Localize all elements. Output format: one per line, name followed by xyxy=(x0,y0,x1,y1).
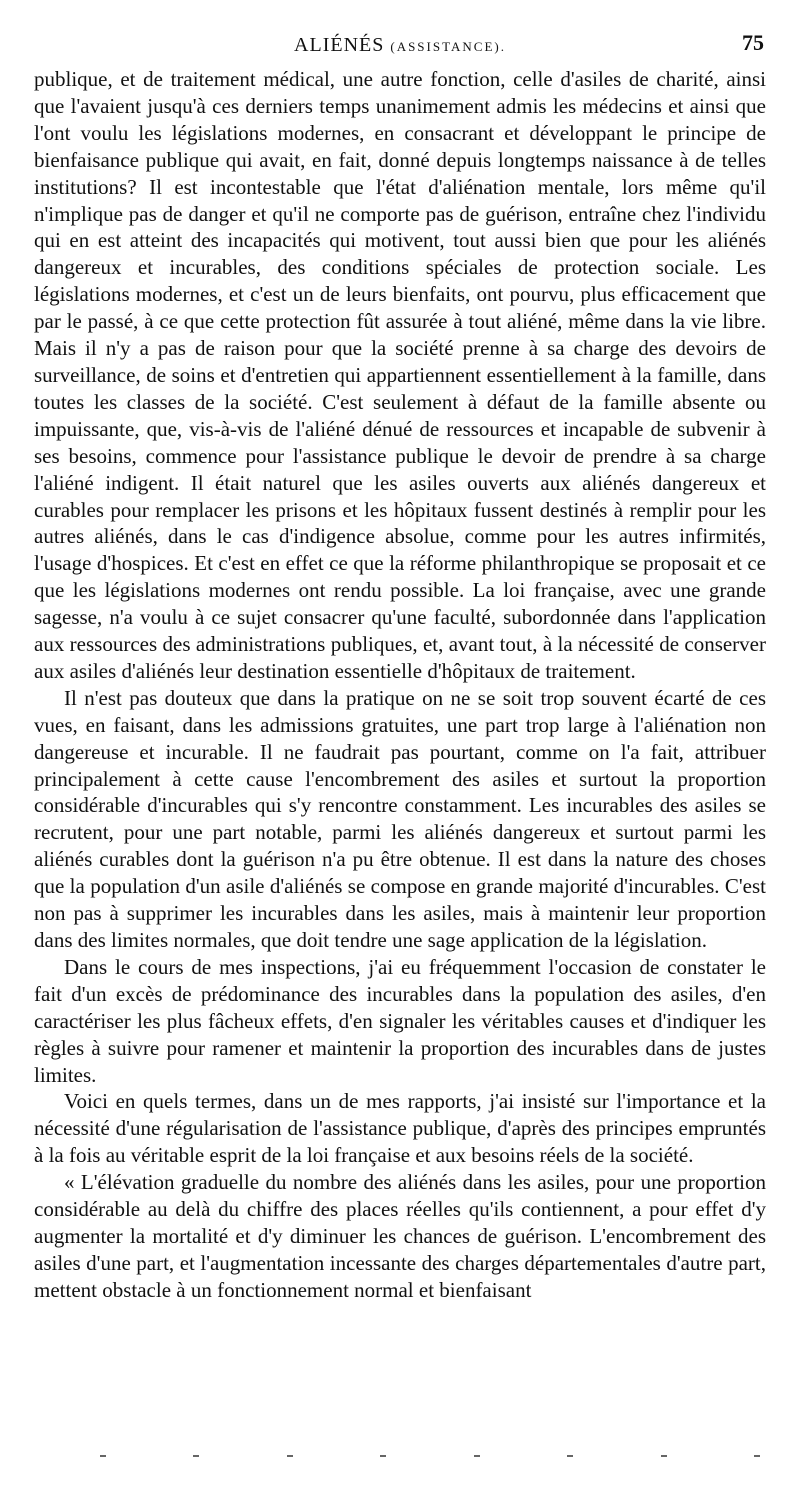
body-text xyxy=(34,66,766,1304)
scan-mark xyxy=(380,1455,386,1457)
running-head xyxy=(34,26,766,66)
paragraph-3: Dans le cours de mes inspections, j'ai eu fréquemment l'occasion de constater le fait d'un excès de prédominance des incurables dans la population des asiles, d'en caractériser les plus fâcheux effets, d'en signaler les véritables causes et d'indiquer les règles à suivre pour ramener et maintenir la proportion des incurables dans de justes limites. xyxy=(34,954,766,1087)
page-number: 75 xyxy=(742,30,764,55)
scan-mark xyxy=(474,1455,480,1457)
scan-mark xyxy=(287,1455,293,1457)
scan-mark xyxy=(567,1455,573,1457)
running-title-sub: (ASSISTANCE). xyxy=(390,39,506,54)
page xyxy=(34,26,766,1304)
running-title-main: ALIÉNÉS xyxy=(294,34,385,56)
paragraph-2: Il n'est pas douteux que dans la pratique on ne se soit trop souvent écarté de ces vues, en faisant, dans les admissions gratuites, une part trop large à l'aliénation non dangereuse et incurable. Il ne faudrait pas pourtant, comme on l'a fait, attribuer principalement à cette cause l'encombrement des asiles et surtout la proportion considérable d'incurables qui s'y rencontre constamment. Les incurables des asiles se recrutent, pour une part notable, parmi les aliénés dangereux et surtout parmi les aliénés curables dont la guérison n'a pu être obtenue. Il est dans la nature des choses que la population d'un asile d'aliénés se compose en grande majorité d'incurables. C'est non pas à supprimer les incurables dans les asiles, mais à maintenir leur proportion dans des limites normales, que doit tendre une sage application de la législation. xyxy=(34,685,766,952)
scan-mark xyxy=(100,1455,106,1457)
scan-mark xyxy=(193,1455,199,1457)
bottom-scan-marks xyxy=(100,1455,760,1459)
running-title xyxy=(34,34,766,57)
paragraph-1: publique, et de traitement médical, une autre fonction, celle d'asiles de charité, ainsi que l'avaient jusqu'à ces derniers temps unanimement admis les médecins et ainsi que l'ont voulu les législations modernes, en consacrant et développant le principe de bienfaisance publique qui avait, en fait, donné depuis longtemps naissance à de telles institutions? Il est incontestable que l'état d'aliénation mentale, lors même qu'il n'implique pas de danger et qu'il ne comporte pas de guérison, entraîne chez l'individu qui en est atteint des incapacités qui motivent, tout aussi bien que pour les aliénés dangereux et incurables, des conditions spéciales de protection sociale. Les législations modernes, et c'est un de leurs bienfaits, ont pourvu, plus efficacement que par le passé, à ce que cette protection fût assurée à tout aliéné, même dans la vie libre. Mais il n'y a pas de raison pour que la société prenne à sa charge des devoirs de surveillance, de soins et d'entretien qui appartiennent essentiellement à la famille, dans toutes les classes de la société. C'est seulement à défaut de la famille absente ou impuissante, que, vis-à-vis de l'aliéné dénué de ressources et incapable de subvenir à ses besoins, commence pour l'assistance publique le devoir de prendre à sa charge l'aliéné indigent. Il était naturel que les asiles ouverts aux aliénés dangereux et curables pour remplacer les prisons et les hôpitaux fussent destinés à remplir pour les autres aliénés, dans le cas d'indigence absolue, comme pour les autres infirmités, l'usage d'hospices. Et c'est en effet ce que la réforme philanthropique se proposait et ce que les législations modernes ont rendu possible. La loi française, avec une grande sagesse, n'a voulu à ce sujet consacrer qu'une faculté, subordonnée dans l'application aux ressources des administrations publiques, et, avant tout, à la nécessité de conserver aux asiles d'aliénés leur destination essentielle d'hôpitaux de traitement. xyxy=(34,67,766,683)
scan-mark xyxy=(754,1455,760,1457)
scan-mark xyxy=(661,1455,667,1457)
paragraph-5: « L'élévation graduelle du nombre des aliénés dans les asiles, pour une proportion considérable au delà du chiffre des places réelles qu'ils contiennent, a pour effet d'y augmenter la mortalité et d'y diminuer les chances de guérison. L'encombrement des asiles d'une part, et l'augmentation incessante des charges départementales d'autre part, mettent obstacle à un fonctionnement normal et bienfaisant xyxy=(34,1170,766,1302)
paragraph-4: Voici en quels termes, dans un de mes rapports, j'ai insisté sur l'importance et la nécessité d'une régularisation de l'assistance publique, d'après des principes empruntés à la fois au véritable esprit de la loi française et aux besoins réels de la société. xyxy=(34,1089,766,1168)
